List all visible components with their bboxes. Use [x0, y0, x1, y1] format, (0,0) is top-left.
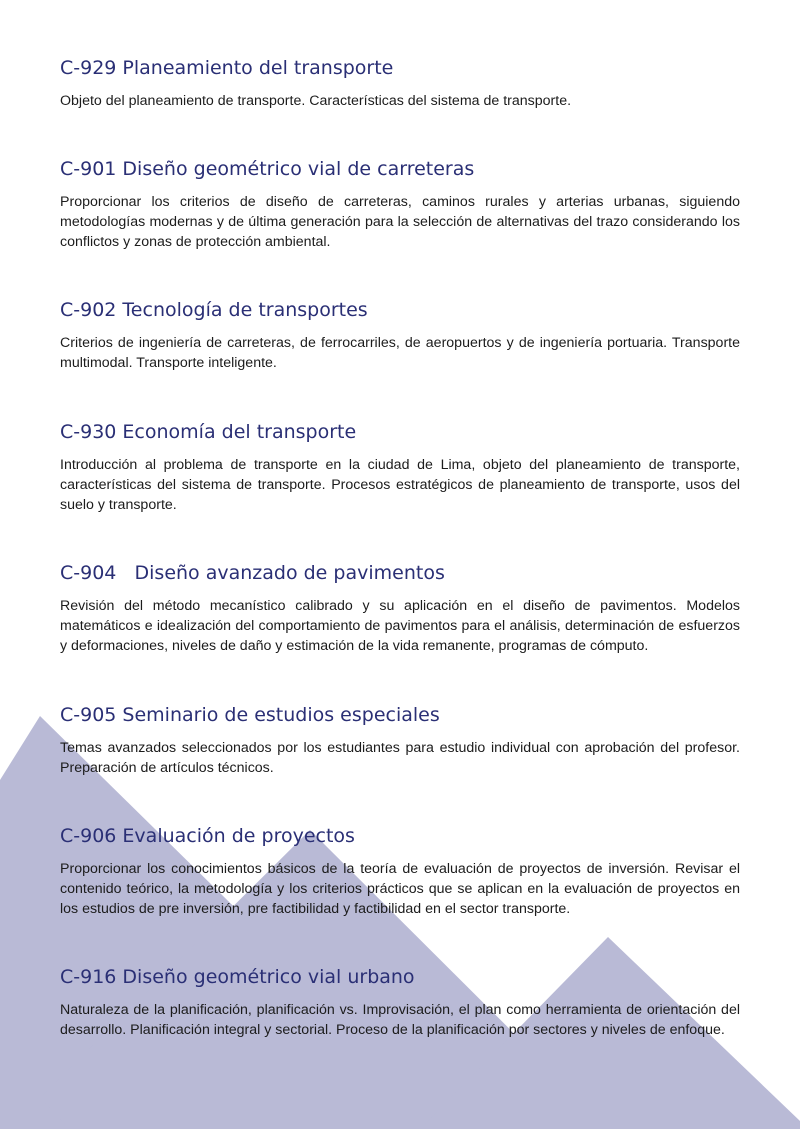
course-c916	[60, 964, 740, 1040]
course-description: Revisión del método mecanístico calibrado y su aplicación en el diseño de pavimentos. Modelos matemáticos e idealización del comportamiento de pavimentos para el análisis, determinación de esfuerzos y deformaciones, niveles de daño y estimación de la vida remanente, programas de cómputo.	[60, 598, 740, 655]
course-title: C-902 Tecnología de transportes	[60, 299, 368, 321]
course-c901	[60, 156, 740, 253]
course-description: Proporcionar los conocimientos básicos de la teoría de evaluación de proyectos de inversión. Revisar el contenido teórico, la metodología y los criterios prácticos que se aplican en la evaluación de proyectos en los estudios de pre inversión, pre factibilidad y factibilidad en el sector transporte.	[60, 861, 740, 918]
course-description: Objeto del planeamiento de transporte. Características del sistema de transporte.	[60, 93, 572, 109]
course-title: C-916 Diseño geométrico vial urbano	[60, 966, 415, 988]
course-title: C-901 Diseño geométrico vial de carreteras	[60, 158, 475, 180]
course-c929	[60, 55, 740, 111]
course-c930	[60, 419, 740, 516]
course-title: C-904 Diseño avanzado de pavimentos	[60, 562, 445, 584]
course-title: C-929 Planeamiento del transporte	[60, 57, 394, 79]
course-c906	[60, 823, 740, 920]
course-c902	[60, 297, 740, 373]
course-description: Proporcionar los criterios de diseño de carreteras, caminos rurales y arterias urbanas, siguiendo metodologías modernas y de última generación para la selección de alternativas del trazo considerando los conflictos y zonas de protección ambiental.	[60, 194, 740, 251]
course-title: C-905 Seminario de estudios especiales	[60, 704, 440, 726]
course-description: Temas avanzados seleccionados por los estudiantes para estudio individual con aprobación del profesor. Preparación de artículos técnicos.	[60, 740, 740, 777]
course-description: Naturaleza de la planificación, planificación vs. Improvisación, el plan como herramienta de orientación del desarrollo. Planificación integral y sectorial. Proceso de la planificación por sectores y niveles de enfoque.	[60, 1002, 740, 1039]
course-description: Criterios de ingeniería de carreteras, de ferrocarriles, de aeropuertos y de ingeniería portuaria. Transporte multimodal. Transporte inteligente.	[60, 335, 740, 372]
course-title: C-906 Evaluación de proyectos	[60, 825, 355, 847]
course-c904	[60, 560, 740, 657]
course-description: Introducción al problema de transporte en la ciudad de Lima, objeto del planeamiento de transporte, características del sistema de transporte. Procesos estratégicos de planeamiento de transporte, usos del suelo y transporte.	[60, 457, 740, 514]
course-c905	[60, 702, 740, 778]
course-title: C-930 Economía del transporte	[60, 421, 357, 443]
